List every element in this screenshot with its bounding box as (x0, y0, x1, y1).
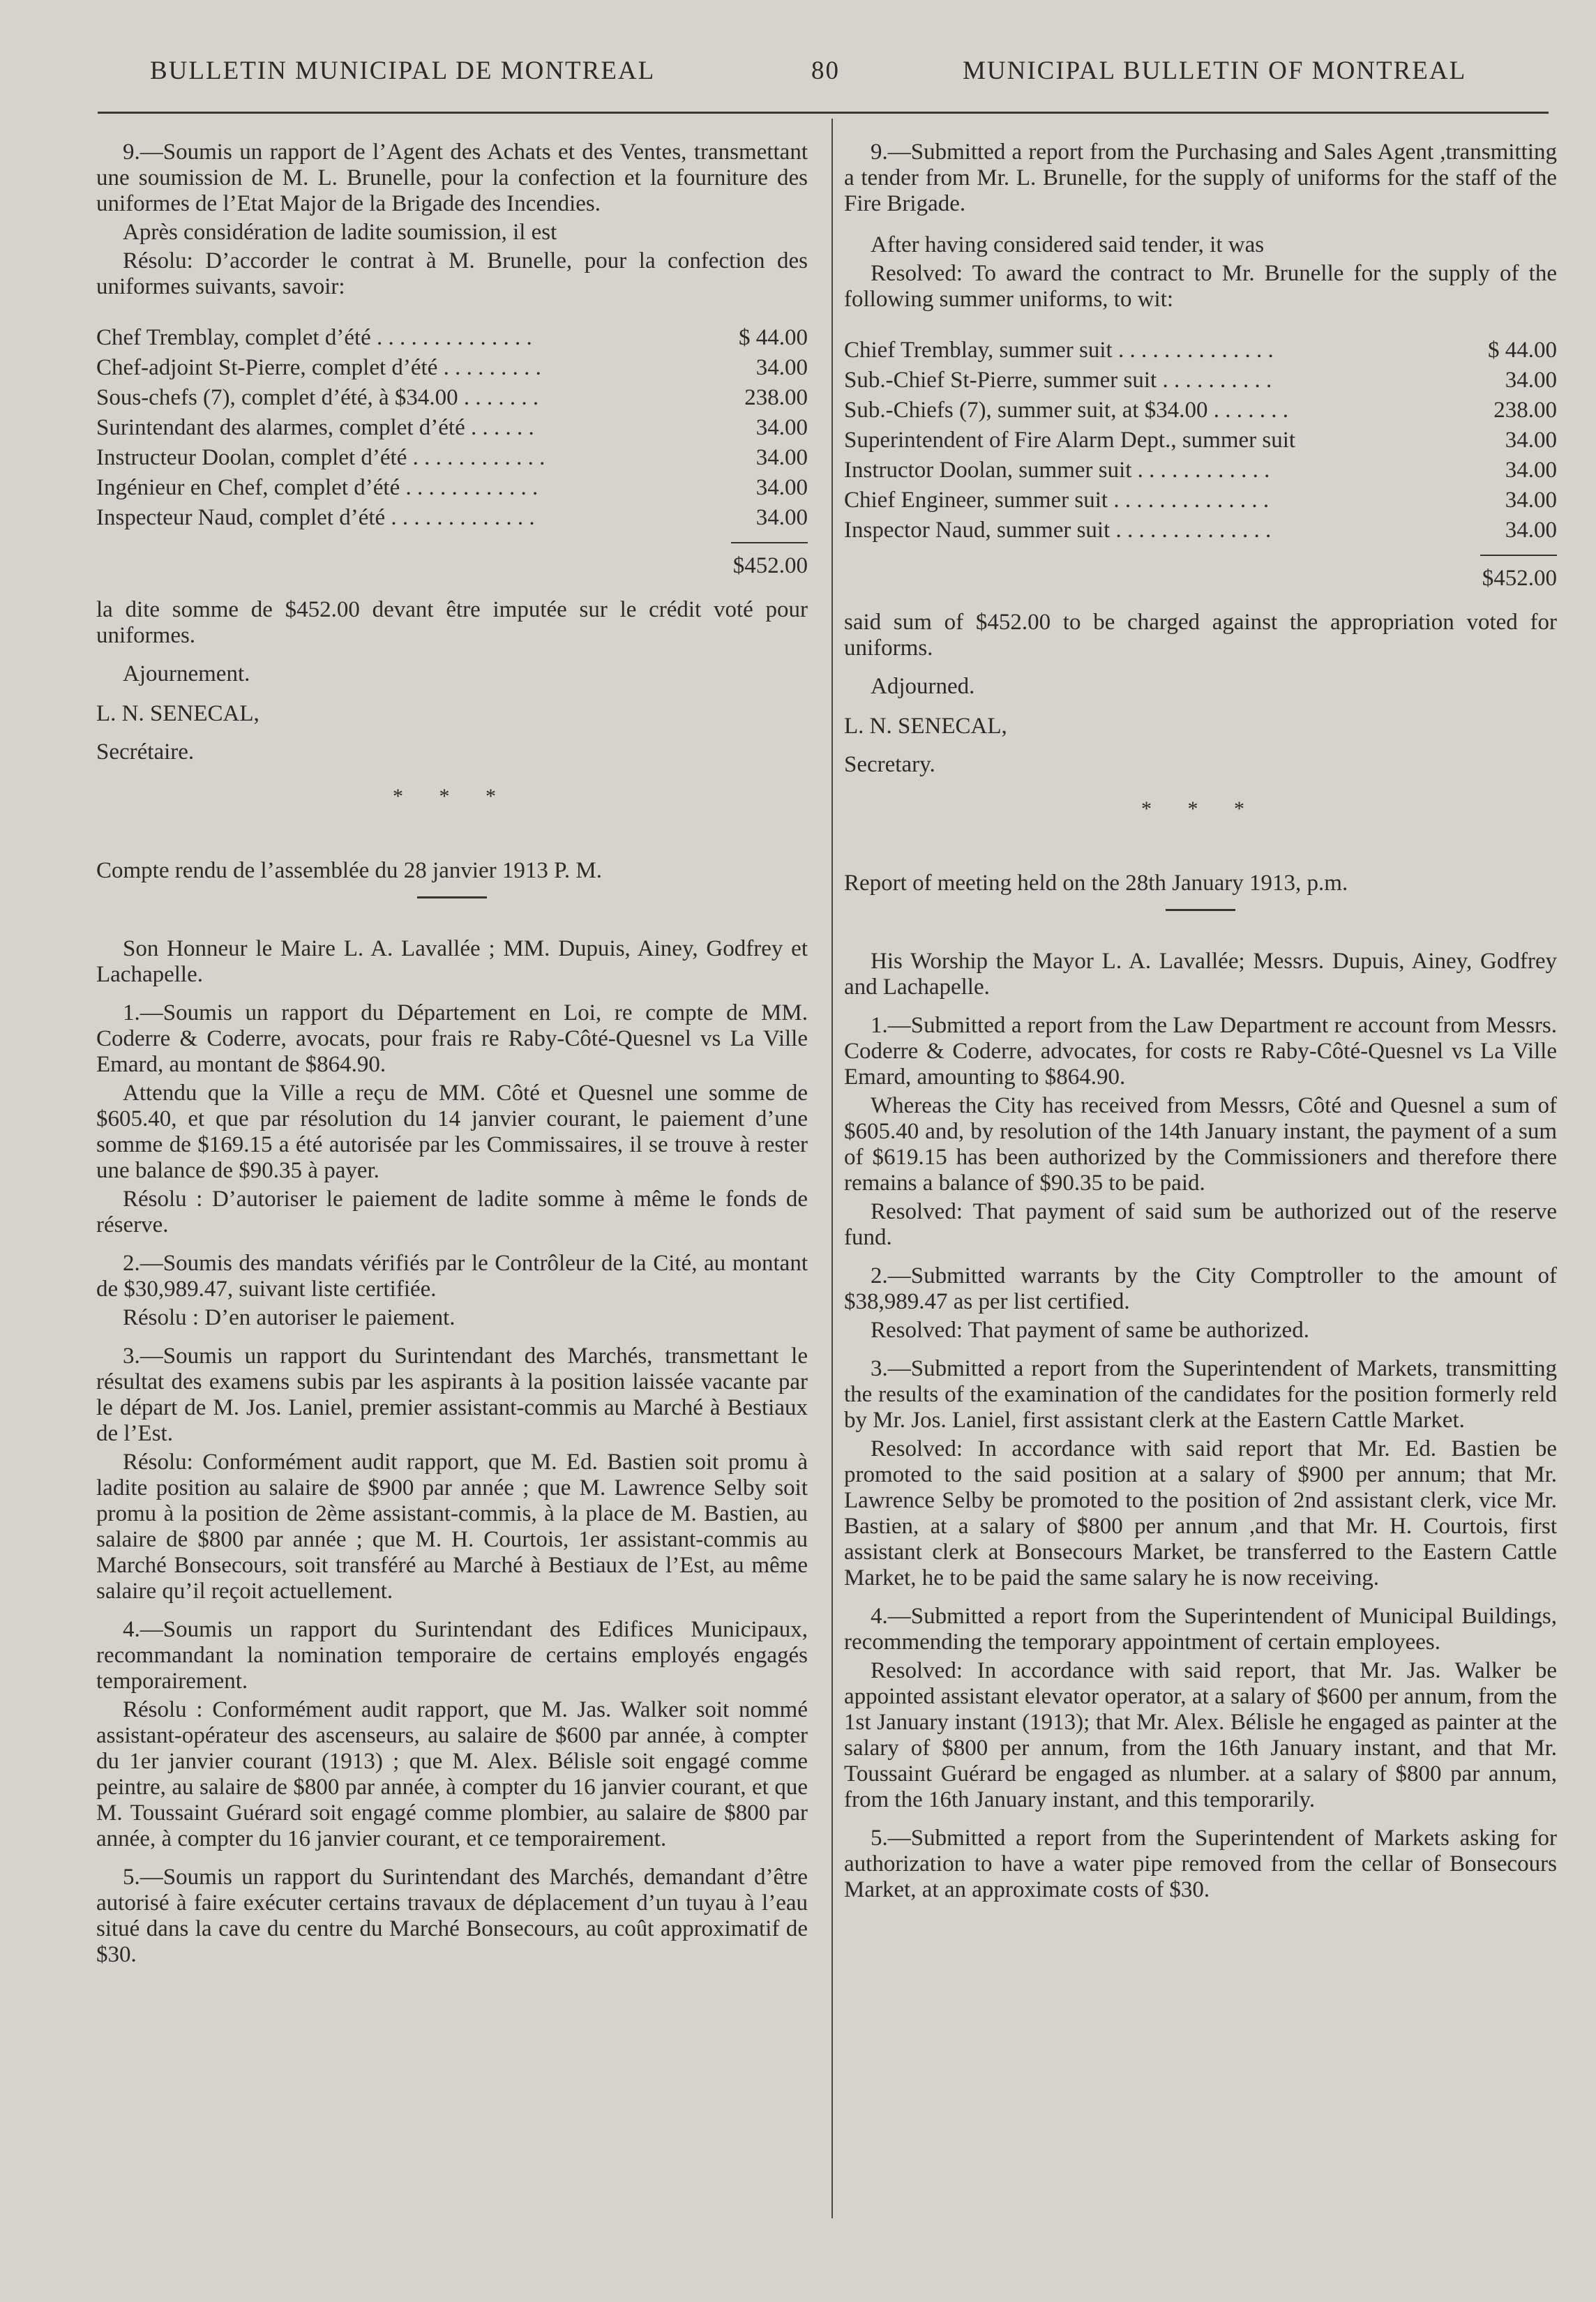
list-item: Chief Engineer, summer suit . . . . . . . . . . . . . . 34.00 (844, 488, 1557, 513)
fr-short-rule (417, 896, 487, 898)
list-item: Inspecteur Naud, complet d’été . . . . . . . . . . . . . 34.00 (96, 505, 808, 530)
en-considered: After having considered said tender, it was (871, 232, 1265, 257)
fr-item-4-resolved: Résolu : Conformément audit rapport, que M. Jas. Walker soit nommé assistant-opérateur des ascenseurs, au salaire de $600 par année, à compter du 1er janvier courant (1913) ; que M. Alex. Bélisle soit engagé comme peintre, au salaire de $800 par année, à compter du 16 janvier courant, et que M. Toussaint Guérard soit engagé comme plombier, au salaire de $800 par année, à compter du 16 janvier courant, et ce temporairement. (96, 1697, 808, 1851)
fr-item-3: 3.—Soumis un rapport du Surintendant des Marchés, transmettant le résultat des examens subis par les aspirants à la position laissée vacante par le départ de M. Jos. Laniel, premier assistant-commis au Marché à Bestiaux de l’Est. (96, 1344, 808, 1446)
en-sum-note: said sum of $452.00 to be charged against the appropriation voted for uniforms. (844, 610, 1557, 661)
fr-sum-note: la dite somme de $452.00 devant être imputée sur le crédit voté pour uniformes. (96, 597, 808, 648)
en-item-5: 5.—Submitted a report from the Superintendent of Markets asking for authorization to have a water pipe removed from the cellar of Bonsecours Market, at an approximate costs of $30. (844, 1826, 1557, 1902)
spacer (844, 220, 1557, 232)
header-rule (98, 112, 1549, 114)
header-english-title: MUNICIPAL BULLETIN OF MONTREAL (963, 57, 1467, 85)
en-item-1: 1.—Submitted a report from the Law Department re account from Messrs. Coderre & Coderre, advocates, for costs re Raby-Côté-Quesnel vs La Ville Emard, amounting to $864.90. (844, 1013, 1557, 1090)
en-report-title: Report of meeting held on the 28th January 1913, p.m. (844, 871, 1348, 896)
list-item: Inspector Naud, summer suit . . . . . . . . . . . . . . 34.00 (844, 518, 1557, 543)
list-item: Sub.-Chief St-Pierre, summer suit . . . . . . . . . . 34.00 (844, 368, 1557, 393)
page-header (0, 56, 1596, 98)
total-rule (731, 542, 808, 543)
fr-adjourn: Ajournement. (123, 661, 250, 686)
list-item: Ingénieur en Chef, complet d’été . . . . . . . . . . . . 34.00 (96, 475, 808, 500)
list-item: Chef-adjoint St-Pierre, complet d’été . . . . . . . . . 34.00 (96, 355, 808, 380)
list-item: Sous-chefs (7), complet d’été, à $34.00 . . . . . . . 238.00 (96, 385, 808, 410)
fr-item-1: 1.—Soumis un rapport du Département en Loi, re compte de MM. Coderre & Coderre, avocats, pour frais re Raby-Côté-Quesnel vs La Ville Emard, au montant de $864.90. (96, 1000, 808, 1077)
list-item: Instructeur Doolan, complet d’été . . . . . . . . . . . . 34.00 (96, 445, 808, 470)
en-separator-stars: * * * (1141, 797, 1260, 820)
list-item: Surintendant des alarmes, complet d’été . . . . . . 34.00 (96, 415, 808, 440)
en-item-4: 4.—Submitted a report from the Superintendent of Municipal Buildings, recommending the temporary appointment of certain employees. (844, 1604, 1557, 1655)
list-item: Chief Tremblay, summer suit . . . . . . . . . . . . . . $ 44.00 (844, 338, 1557, 363)
page-number: 80 (811, 57, 840, 85)
en-item-4-resolved: Resolved: In accordance with said report, that Mr. Jas. Walker be appointed assistant elevator operator, at a salary of $600 per annum, from the 1st January instant (1913); that Mr. Alex. Bélisle he engaged as painter at the salary of $800 per annum, from the 16th January instant, and that Mr. Toussaint Guérard be engaged as nlumber. at a salary of $800 par annum, from the 16th January instant, and this temporarily. (844, 1658, 1557, 1812)
en-item-3-resolved: Resolved: In accordance with said report that Mr. Ed. Bastien be promoted to the said position at a salary of $900 per annum; that Mr. Lawrence Selby be promoted to the position of 2nd assistant clerk, vice Mr. Bastien, at a salary of $800 per annum ,and that Mr. H. Courtois, first assistant clerk at Bonsecours Market, be transferred to the Eastern Cattle Market, he to be paid the same salary he is now receiving. (844, 1436, 1557, 1590)
total-rule (1480, 555, 1557, 556)
en-item-2-resolved: Resolved: That payment of same be authorized. (871, 1318, 1309, 1343)
list-item: Instructor Doolan, summer suit . . . . . . . . . . . . 34.00 (844, 458, 1557, 483)
fr-uniform-list (96, 325, 808, 535)
fr-item-1-resolved: Résolu : D’autoriser le paiement de ladite somme à même le fonds de réserve. (96, 1187, 808, 1237)
fr-report-title: Compte rendu de l’assemblée du 28 janvier 1913 P. M. (96, 858, 602, 883)
fr-item-9: 9.—Soumis un rapport de l’Agent des Achats et des Ventes, transmettant une soumission de M. L. Brunelle, pour la confection et la fourniture des uniformes de l’Etat Major de la Brigade des Incendies. (96, 140, 808, 216)
header-french-title: BULLETIN MUNICIPAL DE MONTREAL (150, 57, 656, 85)
fr-item-4: 4.—Soumis un rapport du Surintendant des Edifices Municipaux, recommandant la nomination temporaire de certains employés engagés temporairement. (96, 1617, 808, 1694)
en-resolved: Resolved: To award the contract to Mr. Brunelle for the supply of the following summer uniforms, to wit: (844, 261, 1557, 312)
en-adjourn: Adjourned. (871, 674, 975, 699)
en-item-1-whereas: Whereas the City has received from Messrs, Côté and Quesnel a sum of $605.40 and, by resolution of the 14th January instant, the payment of a sum of $619.15 has been authorized by the Commissioners and therefore there remains a balance of $90.35 to be paid. (844, 1093, 1557, 1196)
en-signature-title: Secretary. (844, 752, 935, 777)
fr-item-2-resolved: Résolu : D’en autoriser le paiement. (123, 1305, 456, 1330)
fr-resolved: Résolu: D’accorder le contrat à M. Brunelle, pour la confection des uniformes suivants, savoir: (96, 248, 808, 299)
en-signature-name: L. N. SENECAL, (844, 714, 1007, 739)
fr-signature-name: L. N. SENECAL, (96, 701, 259, 726)
en-uniform-list (844, 338, 1557, 548)
en-short-rule (1166, 909, 1235, 911)
en-item-3: 3.—Submitted a report from the Superintendent of Markets, transmitting the results of the examination of the candidates for the position formerly reld by Mr. Jos. Laniel, first assistant clerk at the Eastern Cattle Market. (844, 1356, 1557, 1433)
en-present: His Worship the Mayor L. A. Lavallée; Messrs. Dupuis, Ainey, Godfrey and Lachapelle. (844, 949, 1557, 1000)
list-item: Sub.-Chiefs (7), summer suit, at $34.00 . . . . . . . 238.00 (844, 398, 1557, 423)
en-item-1-resolved: Resolved: That payment of said sum be authorized out of the reserve fund. (844, 1199, 1557, 1250)
list-item: Superintendent of Fire Alarm Dept., summer suit 34.00 (844, 428, 1557, 453)
fr-considered: Après considération de ladite soumission, il est (123, 220, 557, 245)
french-column (96, 140, 808, 1980)
en-item-2: 2.—Submitted warrants by the City Comptroller to the amount of $38,989.47 as per list certified. (844, 1263, 1557, 1314)
en-item-9: 9.—Submitted a report from the Purchasing and Sales Agent ,transmitting a tender from Mr. L. Brunelle, for the supply of uniforms for the staff of the Fire Brigade. (844, 140, 1557, 216)
fr-item-3-resolved: Résolu: Conformément audit rapport, que M. Ed. Bastien soit promu à ladite position au salaire de $900 par année ; que M. Lawrence Selby soit promu à la position de 2ème assistant-commis, à la place de M. Bastien, au salaire de $800 par année ; que M. H. Courtois, 1er assistant-commis au Marché Bonsecours, soit transféré au Marché à Bestiaux de l’Est, au même salaire qu’il reçoit actuellement. (96, 1450, 808, 1604)
fr-present: Son Honneur le Maire L. A. Lavallée ; MM. Dupuis, Ainey, Godfrey et Lachapelle. (96, 936, 808, 987)
fr-separator-stars: * * * (393, 785, 511, 808)
fr-item-2: 2.—Soumis des mandats vérifiés par le Contrôleur de la Cité, au montant de $30,989.47, suivant liste certifiée. (96, 1251, 808, 1302)
column-divider (831, 119, 833, 2218)
list-item: Chef Tremblay, complet d’été . . . . . . . . . . . . . . $ 44.00 (96, 325, 808, 350)
en-total: $452.00 (1482, 566, 1557, 591)
english-column (844, 140, 1557, 1916)
fr-item-5: 5.—Soumis un rapport du Surintendant des Marchés, demandant d’être autorisé à faire exécuter certains travaux de déplacement d’un tuyau à l’eau situé dans la cave du centre du Marché Bonsecours, au coût approximatif de $30. (96, 1865, 808, 1967)
fr-total: $452.00 (732, 553, 808, 578)
fr-signature-title: Secrétaire. (96, 739, 195, 765)
fr-item-1-whereas: Attendu que la Ville a reçu de MM. Côté et Quesnel une somme de $605.40, et que par résolution du 14 janvier courant, le paiement d’une somme de $169.15 a été autorisée par les Commissaires, il se trouve à rester une balance de $90.35 à payer. (96, 1081, 808, 1183)
